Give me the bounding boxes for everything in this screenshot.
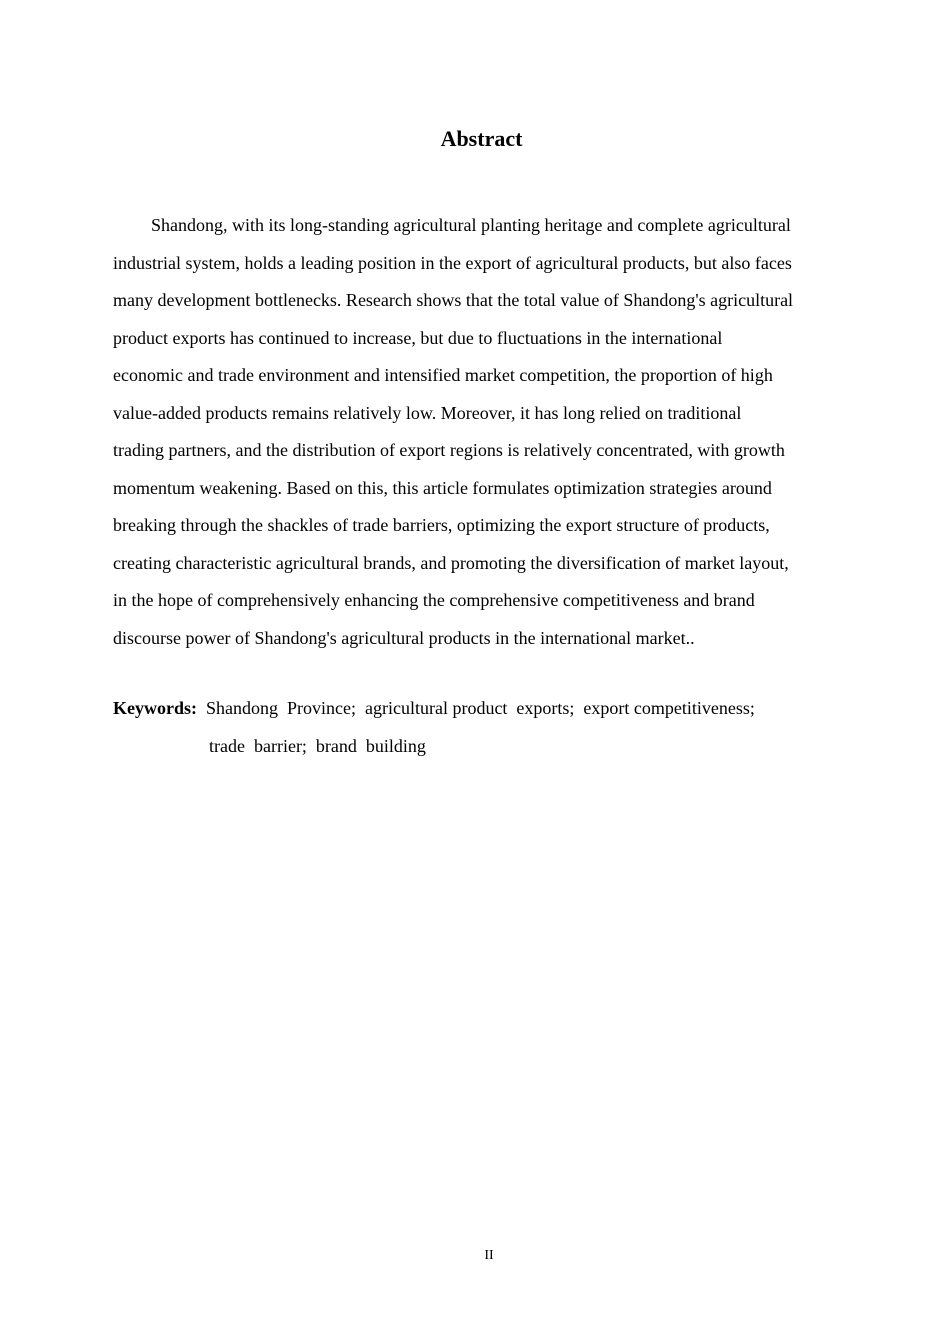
keywords-text-2: trade barrier; brand building xyxy=(209,736,426,756)
abstract-line: value-added products remains relatively low. Moreover, it has long relied on traditional xyxy=(113,402,742,423)
abstract-line: economic and trade environment and intensified market competition, the proportion of high xyxy=(113,365,773,385)
abstract-line: in the hope of comprehensively enhancing the comprehensive competitiveness and brand xyxy=(113,590,755,610)
abstract-line: Shandong, with its long-standing agricultural planting heritage and complete agricultural xyxy=(151,215,791,235)
abstract-line: discourse power of Shandong's agricultural products in the international market.. xyxy=(113,627,695,648)
abstract-line: trading partners, and the distribution of export regions is relatively concentrated, with growth xyxy=(113,440,785,460)
keywords-line-1 xyxy=(113,689,853,727)
keywords-section xyxy=(113,689,853,765)
abstract-title: Abstract xyxy=(440,126,523,151)
keywords-text-1: Shandong Province; agricultural product exports; export competitiveness; xyxy=(197,698,755,718)
abstract-body xyxy=(113,207,841,657)
keywords-label: Keywords: xyxy=(113,698,197,718)
abstract-line: creating characteristic agricultural brands, and promoting the diversification of market layout, xyxy=(113,552,789,573)
abstract-line: industrial system, holds a leading position in the export of agricultural products, but also faces xyxy=(113,252,792,273)
abstract-line: many development bottlenecks. Research shows that the total value of Shandong's agricultural xyxy=(113,290,794,310)
abstract-line: breaking through the shackles of trade barriers, optimizing the export structure of products, xyxy=(113,515,770,535)
abstract-line: momentum weakening. Based on this, this article formulates optimization strategies around xyxy=(113,477,772,498)
abstract-line: product exports has continued to increase, but due to fluctuations in the international xyxy=(113,327,723,348)
page-number: II xyxy=(484,1248,494,1263)
